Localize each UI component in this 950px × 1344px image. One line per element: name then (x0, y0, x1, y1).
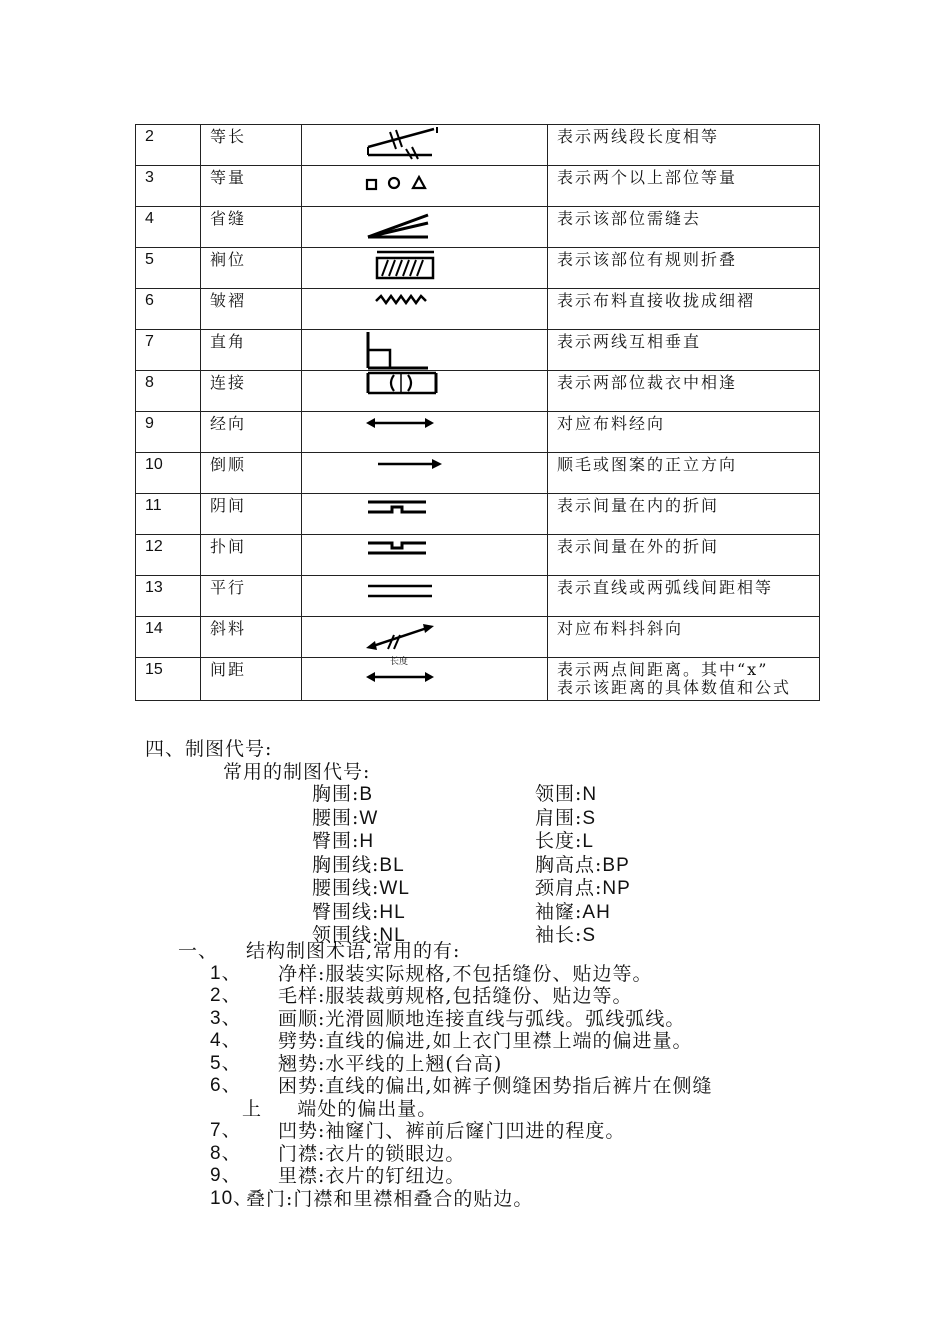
symbol-row (136, 166, 820, 207)
term-text: 里襟:衣片的钉纽边。 (278, 1165, 466, 1187)
code-entry (535, 877, 631, 901)
term-text: 劈势:直线的偏进,如上衣门里襟上端的偏进量。 (278, 1030, 693, 1052)
symbol-number: 10 (136, 453, 201, 494)
term-text: 上 端处的偏出量。 (242, 1097, 438, 1120)
code-abbreviation: BP (602, 854, 630, 876)
symbol-description-line: 对应布料经向 (557, 414, 666, 433)
symbol-number: 7 (136, 330, 201, 371)
symbol-row (136, 248, 820, 289)
code-entry (535, 807, 631, 831)
symbol-name: 省缝 (201, 207, 302, 248)
code-entry (312, 877, 410, 901)
distance-symbol (362, 658, 442, 698)
symbol-name: 倒顺 (201, 453, 302, 494)
terms-heading-num: 一、 (178, 940, 219, 962)
symbol-description-line: 顺毛或图案的正立方向 (557, 455, 738, 474)
term-text: 凹势:袖窿门、裤前后窿门凹进的程度。 (278, 1120, 626, 1142)
code-abbreviation: N (582, 784, 598, 805)
term-number: 1、 (210, 962, 242, 984)
term-number: 2、 (210, 985, 242, 1006)
symbol-number: 13 (136, 576, 201, 617)
symbol-description (548, 125, 820, 166)
symbol-number: 5 (136, 248, 201, 289)
code-label: 长度: (535, 830, 583, 852)
symbol-description (548, 289, 820, 330)
term-text: 门襟:衣片的锁眼边。 (278, 1142, 466, 1165)
symbol-number: 15 (136, 658, 201, 701)
symbol-number: 6 (136, 289, 201, 330)
parallel-symbol (362, 576, 442, 616)
symbol-description (548, 371, 820, 412)
section-drafting-codes (145, 738, 370, 783)
dart-symbol (362, 207, 442, 247)
term-text: 画顺:光滑圆顺地连接直线与弧线。弧线弧线。 (278, 1007, 686, 1030)
term-text: 毛样:服装裁剪规格,包括缝份、贴边等。 (278, 985, 633, 1007)
codes-left-column (312, 783, 410, 948)
symbol-name: 连接 (201, 371, 302, 412)
symbol-row (136, 535, 820, 576)
pleat-symbol (362, 248, 442, 288)
equal-amount-symbol (362, 166, 442, 206)
symbol-row (136, 617, 820, 658)
gather-symbol (362, 289, 442, 329)
symbol-row (136, 658, 820, 701)
code-entry (535, 901, 631, 925)
symbol-name: 斜料 (201, 617, 302, 658)
symbol-number: 2 (136, 125, 201, 166)
symbol-description (548, 576, 820, 617)
symbol-description (548, 453, 820, 494)
code-entry (535, 783, 631, 807)
symbol-row (136, 494, 820, 535)
symbol-graphic-cell (302, 289, 548, 330)
symbol-description-line: 表示两点间距离。其中“x” (557, 660, 769, 679)
section-heading: 四、制图代号: (145, 738, 273, 760)
connect-symbol (362, 371, 442, 411)
code-entry (535, 830, 631, 854)
symbol-graphic-cell (302, 166, 548, 207)
symbol-description-line: 表示间量在外的折间 (557, 537, 720, 556)
code-abbreviation: BL (379, 854, 405, 876)
symbol-name: 等长 (201, 125, 302, 166)
symbol-number: 9 (136, 412, 201, 453)
term-number: 4、 (210, 1030, 242, 1051)
term-number: 5、 (210, 1052, 242, 1074)
symbol-description (548, 330, 820, 371)
symbol-row (136, 330, 820, 371)
code-abbreviation: W (359, 807, 379, 829)
symbol-icon-label: 长度 (390, 657, 409, 667)
term-number: 7、 (210, 1120, 242, 1141)
code-abbreviation: L (582, 831, 594, 852)
code-label: 腰围: (312, 806, 360, 829)
symbol-graphic-cell (302, 125, 548, 166)
symbol-description (548, 617, 820, 658)
symbol-description-line: 表示两部位裁衣中相逢 (557, 373, 738, 392)
nap-direction-symbol (362, 453, 442, 493)
symbol-number: 11 (136, 494, 201, 535)
symbol-name: 裥位 (201, 248, 302, 289)
symbol-graphic-cell (302, 453, 548, 494)
code-entry (312, 901, 410, 925)
symbol-name: 经向 (201, 412, 302, 453)
code-entry (535, 924, 631, 948)
codes-right-column (535, 783, 631, 948)
symbol-row (136, 207, 820, 248)
symbol-name: 等量 (201, 166, 302, 207)
symbol-description (548, 166, 820, 207)
code-label: 袖窿: (535, 900, 583, 923)
symbol-graphic-cell (302, 535, 548, 576)
symbol-graphic-cell (302, 207, 548, 248)
symbol-description (548, 248, 820, 289)
term-text: 净样:服装实际规格,不包括缝份、贴边等。 (278, 962, 653, 985)
code-entry (312, 830, 410, 854)
code-label: 腰围线: (312, 877, 380, 899)
symbol-graphic-cell (302, 617, 548, 658)
code-entry (312, 783, 410, 807)
symbol-description-line: 表示两线段长度相等 (557, 127, 720, 146)
box-pleat-symbol (362, 535, 442, 575)
symbol-graphic-cell (302, 576, 548, 617)
symbol-row (136, 412, 820, 453)
symbol-number: 3 (136, 166, 201, 207)
code-label: 袖长: (535, 924, 583, 946)
bias-symbol (362, 617, 442, 657)
code-label: 臀围: (312, 830, 360, 852)
symbol-description (548, 207, 820, 248)
symbol-name: 皱褶 (201, 289, 302, 330)
symbol-number: 12 (136, 535, 201, 576)
code-abbreviation: B (359, 784, 374, 805)
symbol-number: 14 (136, 617, 201, 658)
symbol-name: 间距 (201, 658, 302, 701)
symbol-description-line: 表示布料直接收拢成细褶 (557, 291, 756, 310)
symbol-row (136, 289, 820, 330)
symbol-description-line: 表示该距离的具体数值和公式 (557, 678, 792, 697)
symbol-description-line: 表示两个以上部位等量 (557, 168, 738, 187)
symbol-row (136, 576, 820, 617)
section-intro: 常用的制图代号: (223, 760, 371, 783)
code-label: 领围线: (312, 924, 380, 946)
code-label: 颈肩点: (535, 877, 603, 899)
code-entry (312, 854, 410, 878)
term-text: 困势:直线的偏出,如裤子侧缝困势指后裤片在侧缝 (278, 1075, 713, 1097)
term-text: 翘势:水平线的上翘(台高) (278, 1052, 503, 1075)
symbol-description (548, 494, 820, 535)
symbol-description-line: 表示间量在内的折间 (557, 496, 720, 515)
warp-direction-symbol (362, 412, 442, 452)
symbol-description (548, 658, 820, 701)
symbol-row (136, 371, 820, 412)
terms-heading-text: 结构制图术语,常用的有: (246, 940, 461, 962)
symbol-graphic-cell (302, 658, 548, 701)
inverted-pleat-symbol (362, 494, 442, 534)
symbol-description-line: 表示该部位有规则折叠 (557, 250, 738, 269)
code-label: 肩围: (535, 806, 583, 829)
symbol-number: 4 (136, 207, 201, 248)
symbol-name: 直角 (201, 330, 302, 371)
code-abbreviation: H (359, 831, 375, 852)
symbol-row (136, 125, 820, 166)
code-label: 臀围线: (312, 900, 380, 923)
symbol-description-line: 对应布料抖斜向 (557, 619, 684, 638)
term-text: 叠门:门襟和里襟相叠合的贴边。 (246, 1187, 534, 1210)
code-abbreviation: S (582, 925, 597, 946)
code-abbreviation: WL (379, 878, 410, 899)
symbol-name: 平行 (201, 576, 302, 617)
symbols-table (135, 124, 820, 701)
symbol-number: 8 (136, 371, 201, 412)
code-label: 领围: (535, 783, 583, 805)
symbol-graphic-cell (302, 494, 548, 535)
symbol-description (548, 412, 820, 453)
symbol-description (548, 535, 820, 576)
code-label: 胸围: (312, 783, 360, 805)
symbol-graphic-cell (302, 330, 548, 371)
symbol-description-line: 表示两线互相垂直 (557, 332, 702, 351)
code-abbreviation: NL (379, 925, 406, 946)
term-number: 10、 (210, 1187, 254, 1209)
symbol-row (136, 453, 820, 494)
term-number: 3、 (210, 1007, 242, 1029)
code-abbreviation: S (582, 807, 597, 829)
symbol-graphic-cell (302, 248, 548, 289)
symbol-graphic-cell (302, 412, 548, 453)
equal-length-symbol (362, 125, 442, 165)
code-abbreviation: AH (582, 901, 611, 923)
term-number: 8、 (210, 1142, 242, 1164)
code-entry (312, 807, 410, 831)
term-number: 6、 (210, 1075, 242, 1096)
term-number: 9、 (210, 1165, 242, 1186)
symbol-description-line: 表示直线或两弧线间距相等 (557, 578, 774, 597)
right-angle-symbol (362, 330, 442, 370)
symbol-graphic-cell (302, 371, 548, 412)
symbol-name: 阴间 (201, 494, 302, 535)
symbol-description-line: 表示该部位需缝去 (557, 209, 702, 228)
symbol-name: 扑间 (201, 535, 302, 576)
code-entry (535, 854, 631, 878)
code-abbreviation: NP (602, 878, 631, 899)
code-label: 胸高点: (535, 853, 603, 876)
code-abbreviation: HL (379, 901, 406, 923)
code-label: 胸围线: (312, 853, 380, 876)
